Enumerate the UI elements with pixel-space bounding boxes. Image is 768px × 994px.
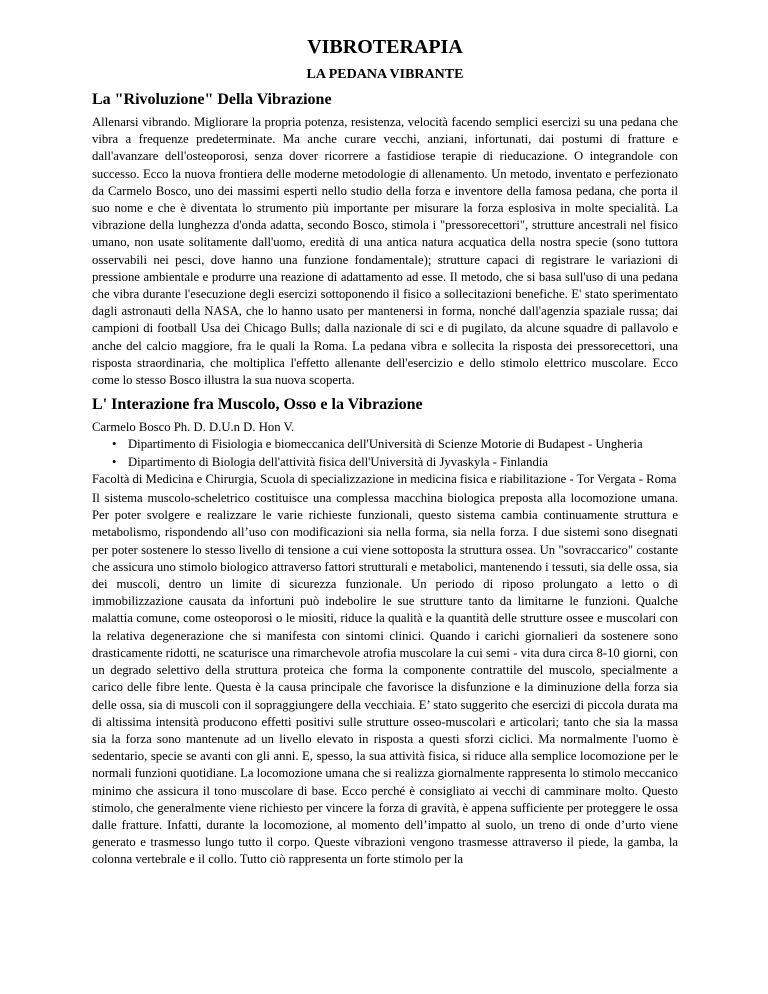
section-interazione bbox=[92, 395, 678, 868]
faculty-line: Facoltà di Medicina e Chirurgia, Scuola di specializzazione in medicina fisica e riabilitazione - Tor Vergata - Roma bbox=[92, 471, 677, 486]
affiliations-list bbox=[92, 436, 678, 470]
document-subtitle: LA PEDANA VIBRANTE bbox=[306, 67, 464, 82]
section1-heading: La "Rivoluzione" Della Vibrazione bbox=[92, 91, 332, 108]
document-page bbox=[92, 0, 678, 869]
section1-body: Allenarsi vibrando. Migliorare la propria potenza, resistenza, velocità facendo semplici esercizi su una pedana che vibra a frequenze predeterminate. Ma anche curare vecchi, anziani, infortunati, dai postumi di fratture e dall'avanzare dell'osteoporosi, senza dover ricorrere a fastidiose terapie di rieducazione. O integrandole con successo. Ecco la nuova frontiera delle moderne metodologie di allenamento. Un metodo, inventato e perfezionato da Carmelo Bosco, uno dei massimi esperti nello studio della forza e inventore della famosa pedana, che porta il suo nome e che è diventata lo strumento più importante per misurare la forza esplosiva in molte specialità. La vibrazione della lunghezza d'onda adatta, secondo Bosco, stimola i "pressorecettori", strutture ancestrali nel fisico umano, non usate solitamente dall'uomo, eredità di una antica natura acquatica della nostra specie (sono tuttora osservabili nei pesci, dove hanno una funzione fondamentale); strutture capaci di registrare le variazioni di pressione ambientale e produrre una reazione di adattamento ad esse. Il metodo, che si basa sull'uso di una pedana che vibra durante l'esecuzione degli esercizi sottoponendo il fisico a sollecitazioni benefiche. E' stato sperimentato dagli astronauti della NASA, che lo hanno usato per mantenersi in forma, nonché dall'agenzia spaziale russa; dai campioni di football Usa dei Chicago Bulls; dalla nazionale di sci e di pugilato, da alcune squadre di pallavolo e anche del calcio maggiore, fra le quali la Roma. La pedana vibra e sollecita la risposta dei pressorecettori, una risposta straordinaria, che moltiplica l'effetto allenante dell'esercizio e dello stimolo elettrico muscolare. Ecco come lo stesso Bosco illustra la sua nuova scoperta. bbox=[92, 115, 678, 388]
author-line: Carmelo Bosco Ph. D. D.U.n D. Hon V. bbox=[92, 420, 295, 435]
affiliation-item: • Dipartimento di Fisiologia e biomeccanica dell'Università di Scienze Motorie di Budapest - Ungheria bbox=[128, 436, 678, 453]
section2-body: Il sistema muscolo-scheletrico costituisce una complessa macchina biologica preposta alla locomozione umana. Per poter svolgere e realizzare le varie richieste funzionali, questo sistema cambia continuamente struttura e metabolismo, rispondendo all’uso con modificazioni sia nella forma, sia nella forza. I due sistemi sono disegnati per poter sostenere lo stesso livello di tensione a cui viene sottoposta la struttura ossea. Un "sovraccarico" costante che assicura uno stimolo biologico attraverso fattori strutturali e metabolici, mantenendo i tessuti, sia delle ossa, sia dei muscoli, dentro un limite di sicurezza funzionale. Un periodo di riposo prolungato a letto o di immobilizzazione causata da infortuni può indebolire le sue strutture tanto da limitarne le funzioni. Qualche malattia comune, come osteoporosi o le miositi, riduce la qualità e la quantità delle strutture ossee e muscolari con la relativa degenerazione che si manifesta con sintomi clinici. Quando i carichi giornalieri da sostenere sono drasticamente ridotti, ne scaturisce una rimarchevole atrofia muscolare la cui semi - vita dura circa 8-10 giorni, con un degrado selettivo della struttura proteica che forma la componente contrattile del muscolo, specialmente a carico delle fibre lente. Questa è la causa principale che favorisce la disfunzione e la diminuzione della forza sia delle ossa, sia di muscoli con il sopraggiungere della vecchiaia. E’ stato suggerito che esercizi di piccola durata ma di altissima intensità producono effetti positivi sulle strutture osseo-muscolari e articolari; tanto che sia la massa sia la forza sono mantenute ad un livello elevato in risposta a questi sforzi ciclici. Ma normalmente l'uomo è sedentario, specie se avanti con gli anni. E, spesso, la sua attività fisica, si riduce alla semplice locomozione per le normali funzioni quotidiane. La locomozione umana che si realizza giornalmente rappresenta lo stimolo meccanico minimo che assicura il tono muscolare di base. Ecco perché è consigliato ai vecchi di camminare molto. Questo stimolo, che generalmente viene richiesto per vincere la forza di gravità, è appena sufficiente per proteggere le ossa dalle fratture. Infatti, durante la locomozione, al momento dell’impatto al suolo, un treno di onde d’urto viene generato e trasmesso lungo tutto il corpo. Queste vibrazioni vengono trasmesse attraverso il piede, la gamba, la colonna vertebrale e il collo. Tutto ciò rappresenta un forte stimolo per la bbox=[92, 491, 678, 867]
document-title: VIBROTERAPIA bbox=[307, 36, 463, 58]
section2-heading: L' Interazione fra Muscolo, Osso e la Vibrazione bbox=[92, 396, 423, 414]
affiliation-item: • Dipartimento di Biologia dell'attività fisica dell'Università di Jyvaskyla - Finlandia bbox=[128, 454, 678, 471]
section-rivoluzione bbox=[92, 90, 678, 389]
